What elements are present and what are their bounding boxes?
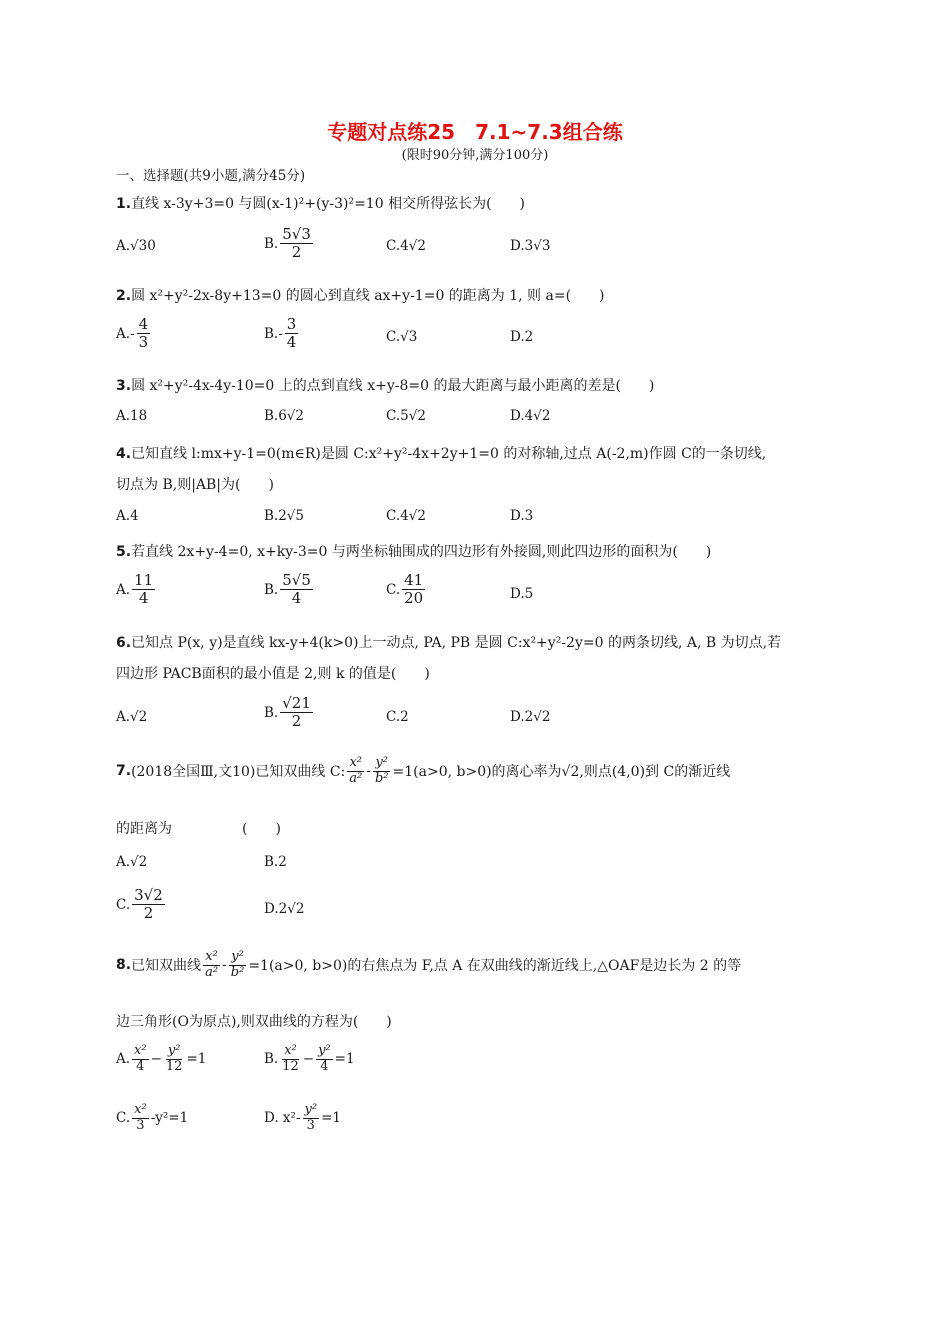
fraction-numerator: 5√3 — [282, 225, 311, 243]
fraction — [164, 1044, 185, 1075]
question-5 — [116, 541, 711, 561]
equation-tail: =1 — [334, 1051, 355, 1068]
fraction — [203, 950, 220, 981]
fraction — [280, 226, 313, 262]
fraction — [316, 1044, 333, 1075]
fraction-denominator: 2 — [291, 712, 302, 731]
fraction-denominator: 3 — [138, 333, 149, 352]
fraction-numerator: x² — [205, 949, 218, 964]
option-c: C.4√2 — [386, 508, 426, 524]
minus-sign: − — [150, 1051, 162, 1068]
fraction — [347, 756, 364, 787]
equation-tail: =1 — [186, 1051, 207, 1068]
question-4 — [116, 443, 766, 463]
option-a: A.4 — [116, 508, 139, 524]
question-stem: 圆 x²+y²-2x-8y+13=0 的圆心到直线 ax+y-1=0 的距离为 1, 则 a=( ) — [131, 288, 605, 304]
question-8-line-2: 边三角形(O为原点),则双曲线的方程为( ) — [116, 1014, 392, 1030]
question-7 — [116, 756, 730, 787]
fraction — [280, 572, 313, 608]
option-label: A.- — [116, 325, 135, 342]
fraction-numerator: y² — [304, 1102, 318, 1117]
option-a — [116, 572, 157, 608]
question-stem: 若直线 2x+y-4=0, x+ky-3=0 与两坐标轴围成的四边形有外接圆,则此四边形的面积为( ) — [131, 544, 712, 560]
option-c — [116, 1103, 188, 1134]
option-label: A. — [116, 1051, 131, 1068]
equation-tail: =1 — [321, 1110, 341, 1127]
option-d: D.3 — [510, 508, 534, 524]
question-6-line-2: 四边形 PACB面积的最小值是 2,则 k 的值是( ) — [116, 666, 430, 682]
fraction-denominator: 4 — [291, 589, 302, 608]
option-b — [264, 226, 315, 262]
fraction — [285, 316, 299, 352]
question-number: 8. — [116, 957, 132, 974]
option-c — [116, 887, 167, 923]
fraction-denominator: 2 — [143, 904, 154, 923]
fraction-numerator: 11 — [134, 571, 154, 589]
option-c: C.2 — [386, 709, 409, 725]
fraction-numerator: y² — [375, 755, 389, 770]
question-7-line-2: 的距离为 ( ) — [116, 821, 281, 837]
option-a — [116, 1044, 206, 1075]
question-4-line-2: 切点为 B,则|AB|为( ) — [116, 477, 274, 493]
question-6 — [116, 632, 781, 652]
fraction-numerator: 3√2 — [134, 886, 163, 904]
minus-sign: − — [302, 1051, 315, 1068]
minus-sign: - — [222, 957, 227, 974]
option-d: D.2√2 — [264, 901, 305, 917]
question-stem: 直线 x-3y+3=0 与圆(x-1)²+(y-3)²=10 相交所得弦长为( ) — [131, 196, 525, 212]
section-heading: 一、选择题(共9小题,满分45分) — [116, 168, 306, 184]
fraction-denominator: b² — [230, 964, 245, 980]
question-number: 7. — [116, 763, 132, 780]
page-title: 专题对点练25 7.1~7.3组合练 — [327, 120, 623, 144]
page-subtitle: (限时90分钟,满分100分) — [401, 148, 549, 163]
option-label: B. — [264, 704, 279, 721]
option-label: C. — [386, 581, 401, 598]
fraction-denominator: 2 — [291, 243, 302, 262]
fraction-numerator: y² — [318, 1043, 331, 1058]
option-b — [264, 572, 315, 608]
option-b: B.6√2 — [264, 408, 304, 424]
fraction — [303, 1103, 320, 1134]
option-d — [264, 1103, 341, 1134]
fraction-denominator: 4 — [136, 1058, 145, 1074]
option-label: C. — [116, 896, 131, 913]
option-b: B.2 — [264, 854, 287, 870]
fraction-denominator: 12 — [165, 1058, 183, 1074]
question-1 — [116, 193, 525, 213]
option-label: B.- — [264, 325, 283, 342]
fraction-denominator: a² — [349, 770, 363, 786]
question-8 — [116, 950, 741, 981]
fraction-denominator: a² — [205, 964, 219, 980]
option-d: D.2 — [510, 329, 534, 345]
fraction-numerator: x² — [134, 1102, 147, 1117]
option-c — [386, 572, 427, 608]
option-label: C. — [116, 1110, 131, 1127]
question-stem: 圆 x²+y²-4x-4y-10=0 上的点到直线 x+y-8=0 的最大距离与最小距离的差是( ) — [131, 378, 655, 394]
fraction-numerator: x² — [134, 1043, 147, 1058]
option-d: D.5 — [510, 586, 534, 602]
question-2 — [116, 285, 605, 305]
option-c: C.4√2 — [386, 238, 426, 254]
option-label: B. — [264, 581, 279, 598]
question-number: 2. — [116, 288, 132, 304]
fraction-denominator: b² — [374, 770, 389, 786]
option-label: D. x²- — [264, 1110, 301, 1127]
fraction-numerator: y² — [231, 949, 244, 964]
option-d: D.2√2 — [510, 709, 551, 725]
fraction — [229, 950, 247, 981]
option-d: D.4√2 — [510, 408, 551, 424]
option-a — [116, 316, 152, 352]
fraction-numerator: 5√5 — [282, 571, 311, 589]
question-stem-tail: =1(a>0, b>0)的离心率为√2,则点(4,0)到 C的渐近线 — [392, 764, 731, 781]
option-c: C.√3 — [386, 329, 418, 345]
option-a: A.√30 — [116, 238, 156, 254]
question-stem: 已知直线 l:mx+y-1=0(m∈R)是圆 C:x²+y²-4x+2y+1=0 的对称轴,过点 A(-2,m)作圆 C的一条切线, — [131, 446, 767, 462]
option-label: B. — [264, 235, 279, 252]
equation-tail: -y²=1 — [150, 1110, 189, 1127]
fraction — [280, 1044, 301, 1075]
option-a: A.√2 — [116, 854, 148, 870]
option-d: D.3√3 — [510, 238, 551, 254]
question-stem: 已知点 P(x, y)是直线 kx-y+4(k>0)上一动点, PA, PB 是圆 C:x²+y²-2y=0 的两条切线, A, B 为切点,若 — [131, 635, 782, 651]
question-3 — [116, 375, 654, 395]
question-stem-tail: =1(a>0, b>0)的右焦点为 F,点 A 在双曲线的渐近线上,△OAF是边长为 2 的等 — [248, 958, 742, 975]
fraction — [402, 572, 425, 608]
fraction — [280, 695, 313, 731]
minus-sign: - — [366, 763, 371, 780]
fraction-numerator: 3 — [286, 315, 297, 333]
fraction — [137, 316, 151, 352]
question-stem: (2018全国Ⅲ,文10)已知双曲线 C: — [131, 764, 346, 781]
fraction — [132, 1044, 149, 1075]
option-b: B.2√5 — [264, 508, 304, 524]
fraction-numerator: y² — [167, 1043, 181, 1058]
option-a: A.√2 — [116, 709, 148, 725]
fraction-numerator: x² — [349, 755, 363, 770]
option-b — [264, 316, 300, 352]
fraction — [132, 572, 155, 608]
fraction — [132, 887, 165, 923]
fraction — [132, 1103, 149, 1134]
option-a: A.18 — [116, 408, 148, 424]
option-c: C.5√2 — [386, 408, 426, 424]
question-number: 4. — [116, 446, 132, 462]
fraction-numerator: x² — [284, 1043, 297, 1058]
question-number: 5. — [116, 544, 132, 560]
question-number: 1. — [116, 196, 132, 212]
fraction-denominator: 20 — [404, 589, 424, 608]
question-number: 3. — [116, 378, 132, 394]
fraction-numerator: √21 — [282, 694, 311, 712]
fraction-denominator: 4 — [286, 333, 297, 352]
fraction-denominator: 4 — [138, 589, 149, 608]
option-label: A. — [116, 581, 131, 598]
fraction-numerator: 41 — [404, 571, 424, 589]
question-stem: 已知双曲线 — [131, 958, 202, 975]
fraction-denominator: 12 — [282, 1058, 299, 1074]
option-b — [264, 1044, 355, 1075]
fraction-denominator: 3 — [306, 1117, 315, 1133]
option-b — [264, 695, 315, 731]
question-number: 6. — [116, 635, 132, 651]
fraction-denominator: 3 — [136, 1117, 145, 1133]
fraction-numerator: 4 — [138, 315, 149, 333]
fraction — [373, 756, 391, 787]
option-label: B. — [264, 1051, 279, 1068]
fraction-denominator: 4 — [320, 1058, 329, 1074]
